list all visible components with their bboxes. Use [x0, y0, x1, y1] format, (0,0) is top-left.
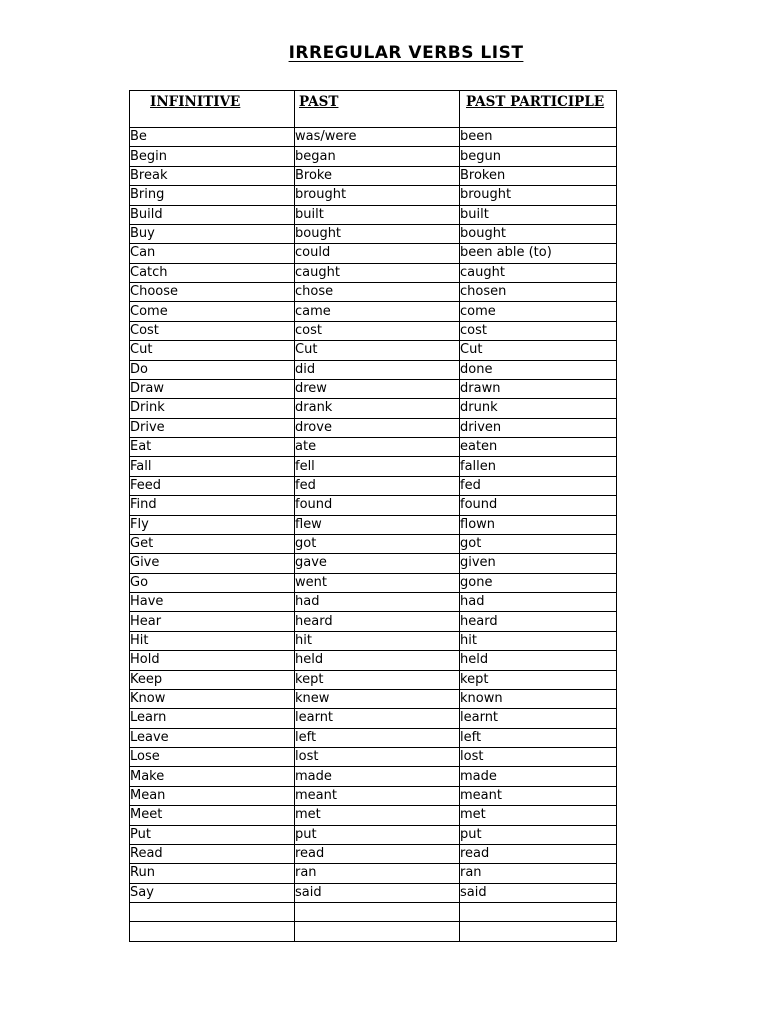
infinitive-cell: Make	[130, 767, 295, 786]
past-participle-cell: fallen	[460, 457, 617, 476]
table-row	[130, 147, 617, 166]
past-participle-cell: given	[460, 554, 617, 573]
header-past: PAST	[295, 91, 460, 128]
infinitive-cell: Say	[130, 883, 295, 902]
past-cell: Broke	[295, 166, 460, 185]
table-row	[130, 651, 617, 670]
past-cell: flew	[295, 515, 460, 534]
infinitive-cell: Lose	[130, 748, 295, 767]
table-row	[130, 903, 617, 922]
past-participle-cell: fed	[460, 476, 617, 495]
infinitive-cell: Keep	[130, 670, 295, 689]
infinitive-cell: Be	[130, 128, 295, 147]
infinitive-cell: Have	[130, 593, 295, 612]
past-participle-cell: put	[460, 825, 617, 844]
table-row	[130, 922, 617, 941]
infinitive-cell: Hit	[130, 631, 295, 650]
past-cell: built	[295, 205, 460, 224]
infinitive-cell: Can	[130, 244, 295, 263]
table-row	[130, 496, 617, 515]
past-cell: said	[295, 883, 460, 902]
table-row	[130, 864, 617, 883]
table-row	[130, 631, 617, 650]
past-participle-cell: learnt	[460, 709, 617, 728]
past-participle-cell: been	[460, 128, 617, 147]
past-participle-cell: Broken	[460, 166, 617, 185]
table-row	[130, 593, 617, 612]
infinitive-cell: Fly	[130, 515, 295, 534]
infinitive-cell: Meet	[130, 806, 295, 825]
past-participle-cell: gone	[460, 573, 617, 592]
infinitive-cell	[130, 922, 295, 941]
table-row	[130, 573, 617, 592]
past-participle-cell: held	[460, 651, 617, 670]
past-participle-cell: caught	[460, 263, 617, 282]
past-cell: lost	[295, 748, 460, 767]
table-row	[130, 786, 617, 805]
infinitive-cell: Cost	[130, 321, 295, 340]
past-cell: was/were	[295, 128, 460, 147]
table-row	[130, 612, 617, 631]
past-cell: drew	[295, 379, 460, 398]
past-cell: could	[295, 244, 460, 263]
table-row	[130, 360, 617, 379]
past-participle-cell: left	[460, 728, 617, 747]
past-participle-cell: made	[460, 767, 617, 786]
infinitive-cell: Fall	[130, 457, 295, 476]
infinitive-cell: Put	[130, 825, 295, 844]
infinitive-cell: Get	[130, 534, 295, 553]
past-participle-cell: meant	[460, 786, 617, 805]
infinitive-cell: Run	[130, 864, 295, 883]
table-row	[130, 399, 617, 418]
table-row	[130, 670, 617, 689]
past-participle-cell: flown	[460, 515, 617, 534]
table-row	[130, 844, 617, 863]
table-row	[130, 186, 617, 205]
infinitive-cell: Hold	[130, 651, 295, 670]
past-participle-cell: found	[460, 496, 617, 515]
past-cell: hit	[295, 631, 460, 650]
past-cell: read	[295, 844, 460, 863]
table-row	[130, 341, 617, 360]
past-participle-cell	[460, 922, 617, 941]
past-participle-cell: brought	[460, 186, 617, 205]
past-cell: caught	[295, 263, 460, 282]
past-participle-cell: hit	[460, 631, 617, 650]
past-cell: ate	[295, 438, 460, 457]
table-row	[130, 534, 617, 553]
past-participle-cell: eaten	[460, 438, 617, 457]
past-cell: drove	[295, 418, 460, 437]
past-cell: came	[295, 302, 460, 321]
infinitive-cell: Build	[130, 205, 295, 224]
table-row	[130, 302, 617, 321]
past-participle-cell: met	[460, 806, 617, 825]
past-participle-cell: come	[460, 302, 617, 321]
table-row	[130, 515, 617, 534]
infinitive-cell: Read	[130, 844, 295, 863]
table-row	[130, 263, 617, 282]
table-row	[130, 748, 617, 767]
infinitive-cell: Find	[130, 496, 295, 515]
past-participle-cell: built	[460, 205, 617, 224]
table-row	[130, 554, 617, 573]
infinitive-cell: Bring	[130, 186, 295, 205]
infinitive-cell: Eat	[130, 438, 295, 457]
past-participle-cell: done	[460, 360, 617, 379]
past-cell: brought	[295, 186, 460, 205]
past-participle-cell: cost	[460, 321, 617, 340]
past-participle-cell: lost	[460, 748, 617, 767]
header-past-participle: PAST PARTICIPLE	[460, 91, 617, 128]
infinitive-cell: Catch	[130, 263, 295, 282]
table-row	[130, 825, 617, 844]
past-cell	[295, 922, 460, 941]
verbs-table	[129, 90, 617, 942]
infinitive-cell: Learn	[130, 709, 295, 728]
table-row	[130, 379, 617, 398]
past-participle-cell: said	[460, 883, 617, 902]
table-body	[130, 128, 617, 942]
table-row	[130, 205, 617, 224]
past-participle-cell: driven	[460, 418, 617, 437]
table-row	[130, 709, 617, 728]
infinitive-cell: Do	[130, 360, 295, 379]
past-participle-cell: had	[460, 593, 617, 612]
table-row	[130, 438, 617, 457]
table-row	[130, 166, 617, 185]
table-row	[130, 883, 617, 902]
past-participle-cell: got	[460, 534, 617, 553]
infinitive-cell: Begin	[130, 147, 295, 166]
table-row	[130, 806, 617, 825]
table-header-row	[130, 91, 617, 128]
past-cell: found	[295, 496, 460, 515]
past-cell: got	[295, 534, 460, 553]
infinitive-cell: Draw	[130, 379, 295, 398]
table-row	[130, 457, 617, 476]
infinitive-cell: Hear	[130, 612, 295, 631]
table-row	[130, 244, 617, 263]
past-cell: put	[295, 825, 460, 844]
past-cell: fed	[295, 476, 460, 495]
infinitive-cell: Know	[130, 689, 295, 708]
past-participle-cell: chosen	[460, 283, 617, 302]
past-participle-cell: been able (to)	[460, 244, 617, 263]
infinitive-cell: Give	[130, 554, 295, 573]
past-cell: left	[295, 728, 460, 747]
table-row	[130, 767, 617, 786]
past-cell: gave	[295, 554, 460, 573]
past-participle-cell: begun	[460, 147, 617, 166]
infinitive-cell: Cut	[130, 341, 295, 360]
table-row	[130, 224, 617, 243]
past-cell: began	[295, 147, 460, 166]
past-cell: meant	[295, 786, 460, 805]
past-cell: made	[295, 767, 460, 786]
header-infinitive: INFINITIVE	[130, 91, 295, 128]
past-cell: bought	[295, 224, 460, 243]
past-cell: met	[295, 806, 460, 825]
past-participle-cell: kept	[460, 670, 617, 689]
past-cell: held	[295, 651, 460, 670]
past-cell: did	[295, 360, 460, 379]
past-cell: chose	[295, 283, 460, 302]
past-cell: ran	[295, 864, 460, 883]
table-row	[130, 689, 617, 708]
infinitive-cell: Buy	[130, 224, 295, 243]
past-cell: had	[295, 593, 460, 612]
past-participle-cell	[460, 903, 617, 922]
past-participle-cell: drawn	[460, 379, 617, 398]
table-row	[130, 321, 617, 340]
past-cell: cost	[295, 321, 460, 340]
infinitive-cell: Drive	[130, 418, 295, 437]
past-cell: heard	[295, 612, 460, 631]
table-row	[130, 418, 617, 437]
infinitive-cell: Come	[130, 302, 295, 321]
past-participle-cell: read	[460, 844, 617, 863]
infinitive-cell	[130, 903, 295, 922]
table-row	[130, 728, 617, 747]
past-cell: went	[295, 573, 460, 592]
infinitive-cell: Feed	[130, 476, 295, 495]
past-participle-cell: drunk	[460, 399, 617, 418]
infinitive-cell: Choose	[130, 283, 295, 302]
table-row	[130, 128, 617, 147]
infinitive-cell: Drink	[130, 399, 295, 418]
past-participle-cell: heard	[460, 612, 617, 631]
infinitive-cell: Leave	[130, 728, 295, 747]
infinitive-cell: Break	[130, 166, 295, 185]
past-participle-cell: bought	[460, 224, 617, 243]
past-cell: drank	[295, 399, 460, 418]
infinitive-cell: Go	[130, 573, 295, 592]
past-cell: learnt	[295, 709, 460, 728]
past-cell	[295, 903, 460, 922]
past-cell: Cut	[295, 341, 460, 360]
infinitive-cell: Mean	[130, 786, 295, 805]
past-participle-cell: ran	[460, 864, 617, 883]
table-row	[130, 283, 617, 302]
past-participle-cell: known	[460, 689, 617, 708]
past-cell: kept	[295, 670, 460, 689]
page-title: IRREGULAR VERBS LIST	[288, 43, 524, 63]
past-cell: fell	[295, 457, 460, 476]
table-row	[130, 476, 617, 495]
past-cell: knew	[295, 689, 460, 708]
past-participle-cell: Cut	[460, 341, 617, 360]
